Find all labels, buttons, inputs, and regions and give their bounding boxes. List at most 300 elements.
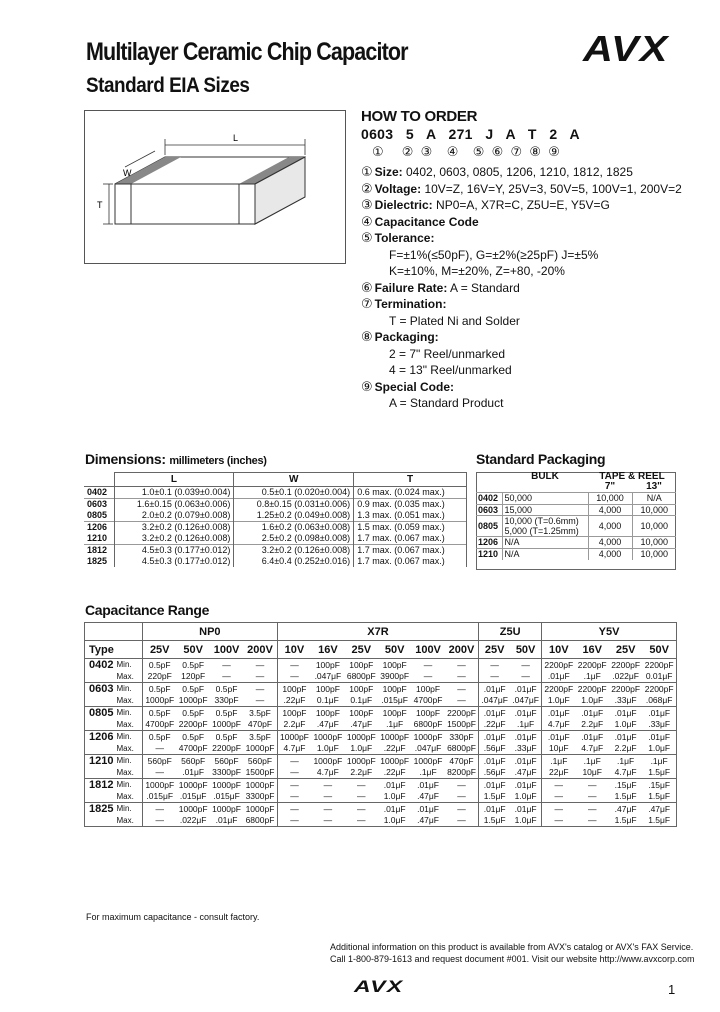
cap-value: 560pF: [176, 755, 209, 767]
order-item-key: Dielectric:: [374, 198, 433, 212]
cap-value: .01μF: [182, 767, 205, 778]
pk-bulk-line: 50,000: [504, 493, 533, 504]
dimension-row: [84, 498, 467, 510]
cap-value: .01μF: [576, 707, 609, 719]
dim-t: 0.9 max. (0.035 max.): [354, 498, 467, 510]
cap-value: 2200pF: [178, 719, 208, 730]
cap-range-label: Min.: [117, 779, 143, 791]
capacitance-row: [85, 683, 677, 695]
cap-range-label: Min.: [117, 707, 143, 719]
capacitance-row: [85, 695, 677, 707]
order-item-number: ②: [361, 180, 373, 196]
cap-value: 10μF: [582, 767, 602, 778]
cap-value: 1.0μF: [350, 743, 373, 754]
cap-value: .56μF: [479, 767, 510, 779]
cap-value: 2.2μF: [581, 719, 604, 730]
dim-w: 0.5±0.1 (0.020±0.004): [234, 487, 354, 499]
voltage-header: 10V: [542, 641, 576, 659]
cap-value: 1000pF: [210, 779, 243, 791]
cap-value: .01μF: [510, 731, 541, 743]
capacitance-row: [85, 791, 677, 803]
col-13: 13": [646, 481, 662, 492]
order-item-number: ⑨: [361, 378, 373, 394]
cap-range-label: Max.: [116, 695, 134, 705]
cap-value: .068μF: [645, 695, 673, 706]
cap-value: —: [510, 659, 541, 671]
cap-value: —: [479, 671, 510, 683]
cap-value: —: [542, 779, 576, 791]
capacitance-row: [85, 719, 677, 731]
order-item-detail: A = Standard Product: [389, 396, 504, 410]
dielectric-header: Z5U: [479, 623, 542, 641]
cap-value: —: [576, 803, 609, 815]
cap-value: 560pF: [243, 755, 277, 767]
cap-value: —: [357, 791, 366, 802]
cap-value: 1000pF: [411, 731, 444, 743]
dimension-row: [84, 533, 467, 545]
col-bulk: BULK: [531, 471, 559, 482]
cap-value: 1000pF: [277, 731, 311, 743]
cap-value: 2200pF: [542, 659, 576, 671]
dim-t: 1.5 max. (0.059 max.): [354, 521, 467, 533]
pk-type: 0603: [476, 504, 502, 516]
order-item: [361, 230, 701, 247]
voltage-header: 200V: [247, 643, 273, 656]
pk-bulk: [502, 516, 588, 537]
cap-value: —: [445, 779, 479, 791]
dim-w: 2.5±0.2 (0.098±0.008): [234, 533, 354, 545]
dielectric-header: NP0: [143, 623, 278, 641]
cap-value: —: [143, 815, 177, 827]
cap-value: .01μF: [479, 683, 510, 695]
how-to-order-title: HOW TO ORDER: [361, 108, 478, 125]
col-l: L: [114, 473, 234, 487]
order-item: [361, 197, 701, 214]
cap-value: .22μF: [383, 767, 406, 778]
cap-value: 0.5pF: [143, 659, 177, 671]
cap-value: 1.0μF: [542, 695, 576, 707]
pk-bulk-line: 15,000: [504, 504, 533, 515]
capacitance-row: [85, 731, 677, 743]
cap-value: —: [243, 683, 277, 695]
pk-type: 0805: [476, 516, 502, 537]
cap-type: 0603: [85, 683, 117, 707]
col-w: W: [234, 473, 354, 487]
cap-value: 2.2μF: [350, 767, 373, 778]
cap-value: .33μF: [648, 719, 671, 730]
cap-value: .1μF: [517, 719, 535, 730]
dim-l: 2.0±0.2 (0.079±0.008): [114, 510, 234, 522]
dim-t: 0.6 max. (0.024 max.): [354, 487, 467, 499]
cap-value: —: [277, 815, 311, 827]
cap-value: 1000pF: [378, 755, 411, 767]
dim-w: 3.2±0.2 (0.126±0.008): [234, 544, 354, 556]
cap-range-label: Max.: [116, 719, 134, 729]
cap-value: 1.0μF: [614, 719, 637, 730]
cap-range-label: Max.: [116, 767, 134, 777]
voltage-header: 100V: [415, 643, 441, 656]
pk-13: 10,000: [632, 516, 676, 537]
cap-value: 1.0μF: [514, 815, 537, 826]
cap-value: .01μF: [378, 779, 411, 791]
cap-value: —: [277, 671, 311, 683]
cap-value: 1000pF: [176, 803, 209, 815]
cap-value: 100pF: [311, 707, 344, 719]
order-item: [361, 181, 701, 198]
cap-value: 0.5pF: [143, 683, 177, 695]
packaging-row: [476, 537, 676, 549]
dim-l: 4.5±0.3 (0.177±0.012): [114, 556, 234, 568]
dim-t: 1.7 max. (0.067 max.): [354, 533, 467, 545]
voltage-header: 50V: [384, 643, 405, 656]
order-item-number: ⑦: [361, 296, 373, 311]
cap-value: 2200pF: [642, 683, 676, 695]
order-item-key: Packaging:: [374, 330, 439, 344]
order-item: [361, 280, 701, 297]
cap-value: .47μF: [514, 767, 537, 778]
cap-value: 1000pF: [378, 731, 411, 743]
label-l: L: [233, 133, 239, 143]
cap-value: 100pF: [277, 707, 311, 719]
cap-value: 1.0μF: [514, 791, 537, 802]
cap-value: —: [411, 659, 444, 671]
pk-7: 4,000: [588, 504, 632, 516]
cap-value: .01μF: [215, 815, 238, 826]
cap-value: 1500pF: [245, 767, 275, 778]
cap-value: 0.5pF: [176, 731, 209, 743]
dim-type: 1825: [84, 556, 114, 568]
cap-value: 1.0μF: [581, 695, 604, 706]
cap-value: —: [311, 803, 344, 815]
cap-value: .01μF: [510, 683, 541, 695]
cap-value: 100pF: [311, 683, 344, 695]
voltage-header: 200V: [448, 643, 475, 656]
cap-range-label: Min.: [117, 731, 143, 743]
cap-value: —: [445, 659, 479, 671]
cap-value: .047μF: [479, 695, 510, 707]
cap-value: 1000pF: [143, 695, 177, 707]
capacitance-heading: Capacitance Range: [85, 602, 210, 618]
cap-value: —: [255, 695, 265, 706]
cap-value: .1μF: [542, 755, 576, 767]
cap-value: 4.7μF: [581, 743, 604, 754]
cap-value: 4.7μF: [277, 743, 311, 755]
voltage-header: 50V: [515, 643, 536, 656]
cap-value: 330pF: [445, 731, 479, 743]
cap-value: 100pF: [378, 659, 411, 671]
cap-value: .47μF: [316, 719, 339, 730]
cap-value: 1.0μF: [648, 743, 671, 754]
cap-value: 4.7μF: [542, 719, 576, 731]
cap-value: .01μF: [510, 755, 541, 767]
pk-type: 1206: [476, 537, 502, 549]
cap-value: .33μF: [614, 695, 637, 706]
cap-value: —: [345, 779, 378, 791]
cap-value: —: [479, 659, 510, 671]
cap-value: 100pF: [411, 683, 444, 695]
cap-value: .47μF: [417, 815, 439, 826]
cap-value: .22μF: [277, 695, 311, 707]
cap-value: .01μF: [542, 707, 576, 719]
cap-value: —: [277, 755, 311, 767]
cap-value: 0.5pF: [210, 731, 243, 743]
cap-value: 330pF: [214, 695, 239, 706]
cap-value: —: [521, 671, 530, 682]
cap-value: .33μF: [514, 743, 537, 754]
capacitance-row: [85, 767, 677, 779]
pk-bulk: [502, 504, 588, 516]
cap-value: 1000pF: [345, 755, 378, 767]
capacitance-row: [85, 803, 677, 815]
voltage-header: 25V: [479, 641, 510, 659]
chip-drawing-icon: [85, 111, 345, 263]
cap-value: —: [576, 779, 609, 791]
dielectric-header: Y5V: [542, 623, 677, 641]
capacitance-row: [85, 659, 677, 671]
cap-value: .01μF: [542, 671, 576, 683]
cap-value: 1000pF: [243, 779, 277, 791]
pk-13: 10,000: [632, 548, 676, 560]
pk-bulk-line: 5,000 (T=1.25mm): [504, 526, 579, 536]
order-item-value: 0402, 0603, 0805, 1206, 1210, 1812, 1825: [402, 165, 633, 179]
cap-value: .015μF: [143, 791, 177, 803]
dimensions-table: [84, 472, 467, 567]
cap-value: —: [277, 779, 311, 791]
cap-value: .22μF: [383, 743, 406, 754]
cap-value: —: [445, 803, 479, 815]
cap-value: .022μF: [179, 815, 207, 826]
cap-value: .047μF: [314, 671, 342, 682]
cap-value: 100pF: [345, 707, 378, 719]
order-item-detail: T = Plated Ni and Solder: [389, 313, 520, 328]
order-code: 0603 5 A 271 J A T 2 A: [361, 126, 580, 142]
cap-range-label: Min.: [117, 755, 143, 767]
cap-value: 1.5μF: [479, 815, 510, 827]
cap-value: 0.1μF: [316, 695, 339, 706]
dim-l: 1.0±0.1 (0.039±0.004): [114, 487, 234, 499]
col-7: 7": [604, 481, 616, 492]
cap-value: 470pF: [247, 719, 273, 730]
page-subtitle: Standard EIA Sizes: [86, 74, 250, 97]
dim-type: 0603: [84, 498, 114, 510]
cap-value: 0.5pF: [176, 683, 209, 695]
cap-value: 6800pF: [245, 815, 275, 826]
how-to-order-list: [361, 164, 701, 412]
cap-value: 0.5pF: [176, 707, 209, 719]
pk-type: 0402: [476, 493, 502, 505]
dim-t: 1.7 max. (0.067 max.): [354, 544, 467, 556]
cap-value: .01μF: [479, 731, 510, 743]
voltage-header: 25V: [143, 641, 177, 659]
order-item: [361, 296, 701, 313]
cap-value: .015μF: [179, 791, 207, 802]
cap-value: .01μF: [479, 803, 510, 815]
order-item-detail: F=±1%(≤50pF), G=±2%(≥25pF) J=±5%: [389, 247, 599, 262]
cap-value: —: [457, 695, 466, 706]
cap-value: 1000pF: [311, 731, 344, 743]
cap-value: —: [457, 791, 466, 802]
cap-value: 1.5μF: [614, 815, 637, 826]
order-item-number: ⑥: [361, 279, 373, 295]
cap-value: 4.7μF: [316, 767, 339, 778]
dimensions-heading: Dimensions: millimeters (inches): [85, 451, 267, 467]
dim-type: 1812: [84, 544, 114, 556]
pk-bulk-line: N/A: [504, 537, 520, 548]
order-code-numbers: ① ② ③ ④ ⑤ ⑥ ⑦ ⑧ ⑨: [372, 144, 560, 159]
cap-value: 22μF: [542, 767, 576, 779]
cap-value: 2200pF: [212, 743, 241, 754]
order-item-key: Failure Rate:: [374, 280, 448, 295]
cap-value: .15μF: [642, 779, 676, 791]
order-item: [361, 214, 701, 231]
cap-value: .01μF: [609, 707, 642, 719]
capacitance-table: [84, 622, 677, 827]
cap-value: 1000pF: [245, 743, 275, 754]
cap-value: 100pF: [411, 707, 444, 719]
cap-value: 0.5pF: [176, 659, 209, 671]
pk-7: 4,000: [588, 516, 632, 537]
cap-value: 560pF: [210, 755, 243, 767]
cap-value: 0.5pF: [143, 707, 177, 719]
dim-t: 1.7 max. (0.067 max.): [354, 556, 467, 568]
cap-value: 1.5μF: [648, 791, 671, 802]
cap-value: —: [311, 779, 344, 791]
cap-value: 10μF: [542, 743, 576, 755]
order-item-number: ⑤: [361, 230, 373, 245]
cap-value: 8200pF: [447, 767, 476, 778]
cap-value: —: [542, 803, 576, 815]
cap-value: 2200pF: [542, 683, 576, 695]
packaging-row: [476, 516, 676, 537]
col-t: T: [354, 473, 467, 487]
order-item-key: Special Code:: [374, 379, 455, 394]
dim-w: 6.4±0.4 (0.252±0.016): [234, 556, 354, 568]
cap-value: .01μF: [609, 731, 642, 743]
cap-value: .15μF: [609, 779, 642, 791]
capacitance-row: [85, 779, 677, 791]
cap-value: .01μF: [510, 779, 541, 791]
cap-value: 2200pF: [576, 683, 609, 695]
cap-value: —: [210, 659, 243, 671]
voltage-header: 25V: [351, 643, 372, 656]
order-item: [361, 329, 701, 346]
cap-value: 4700pF: [413, 695, 443, 706]
dim-w: 1.6±0.2 (0.063±0.008): [234, 521, 354, 533]
cap-value: —: [345, 803, 378, 815]
capacitance-row: [85, 743, 677, 755]
cap-value: —: [457, 671, 466, 682]
cap-value: 0.5pF: [143, 731, 177, 743]
dim-w: 0.8±0.15 (0.031±0.006): [234, 498, 354, 510]
cap-value: .01μF: [542, 731, 576, 743]
cap-value: 0.01μF: [645, 671, 673, 682]
cap-value: 1000pF: [345, 731, 378, 743]
avx-logo: AVX: [583, 28, 669, 69]
packaging-heading: Standard Packaging: [476, 451, 606, 467]
capacitance-row: [85, 707, 677, 719]
cap-value: .01μF: [479, 755, 510, 767]
order-item-key: Tolerance:: [374, 231, 435, 245]
cap-value: 1000pF: [311, 755, 344, 767]
packaging-row: [476, 504, 676, 516]
cap-value: 2200pF: [609, 683, 642, 695]
pk-bulk: [502, 493, 588, 505]
cap-value: 6800pF: [447, 743, 476, 754]
order-item-key: Capacitance Code: [374, 214, 479, 229]
cap-value: 1000pF: [210, 803, 243, 815]
cap-value: 2200pF: [445, 707, 479, 719]
order-item-number: ③: [361, 197, 373, 212]
voltage-header: 50V: [649, 643, 669, 656]
cap-value: —: [423, 671, 433, 682]
pk-7: 10,000: [588, 493, 632, 505]
cap-value: .47μF: [417, 791, 439, 802]
dim-w: 1.25±0.2 (0.049±0.008): [234, 510, 354, 522]
cap-value: —: [445, 683, 479, 695]
cap-value: .01μF: [510, 803, 541, 815]
cap-value: 220pF: [143, 671, 177, 683]
dim-type: 1210: [84, 533, 114, 545]
order-item-key: Voltage:: [374, 181, 422, 196]
cap-value: —: [542, 791, 576, 803]
pk-bulk: [502, 537, 588, 549]
cap-type: 1210: [85, 755, 117, 779]
cap-value: 1.0μF: [383, 815, 406, 826]
voltage-header: 16V: [582, 643, 603, 656]
dimension-row: [84, 487, 467, 499]
type-label: Type: [89, 643, 114, 656]
dim-l: 3.2±0.2 (0.126±0.008): [114, 521, 234, 533]
cap-value: 2.2μF: [614, 743, 637, 754]
cap-value: .01μF: [510, 707, 541, 719]
cap-value: 3900pF: [380, 671, 410, 682]
cap-value: 100pF: [277, 683, 311, 695]
order-item-number: ④: [361, 213, 373, 229]
dimension-row: [84, 544, 467, 556]
pk-type: 1210: [476, 548, 502, 560]
cap-value: 1.5μF: [614, 791, 637, 802]
cap-value: 120pF: [181, 671, 206, 682]
order-item-detail: 4 = 13" Reel/unmarked: [389, 363, 512, 377]
packaging-table: [476, 472, 676, 560]
pk-bulk-line: N/A: [504, 549, 520, 559]
order-item-value: A = Standard: [447, 280, 520, 295]
cap-value: —: [277, 659, 311, 671]
cap-value: 100pF: [345, 659, 378, 671]
cap-type: 1812: [85, 779, 117, 803]
cap-type: 1825: [85, 803, 117, 827]
dimension-row: [84, 556, 467, 568]
cap-value: 2200pF: [642, 659, 676, 671]
cap-value: 6800pF: [346, 671, 376, 682]
cap-value: .22μF: [479, 719, 510, 731]
label-w: W: [123, 168, 132, 178]
dim-type: 0402: [84, 487, 114, 499]
cap-type: 0402: [85, 659, 117, 683]
cap-value: 1.5μF: [648, 815, 671, 826]
cap-value: —: [277, 767, 311, 779]
dim-type: 0805: [84, 510, 114, 522]
dim-l: 4.5±0.3 (0.177±0.012): [114, 544, 234, 556]
page-title: Multilayer Ceramic Chip Capacitor: [86, 38, 408, 66]
cap-value: 4700pF: [178, 743, 208, 754]
cap-value: 1.5μF: [479, 791, 510, 803]
cap-value: 3.5pF: [243, 731, 277, 743]
cap-value: .1μF: [583, 671, 601, 682]
order-item: [361, 379, 701, 396]
cap-value: —: [277, 803, 311, 815]
cap-value: 1.5μF: [648, 767, 671, 778]
